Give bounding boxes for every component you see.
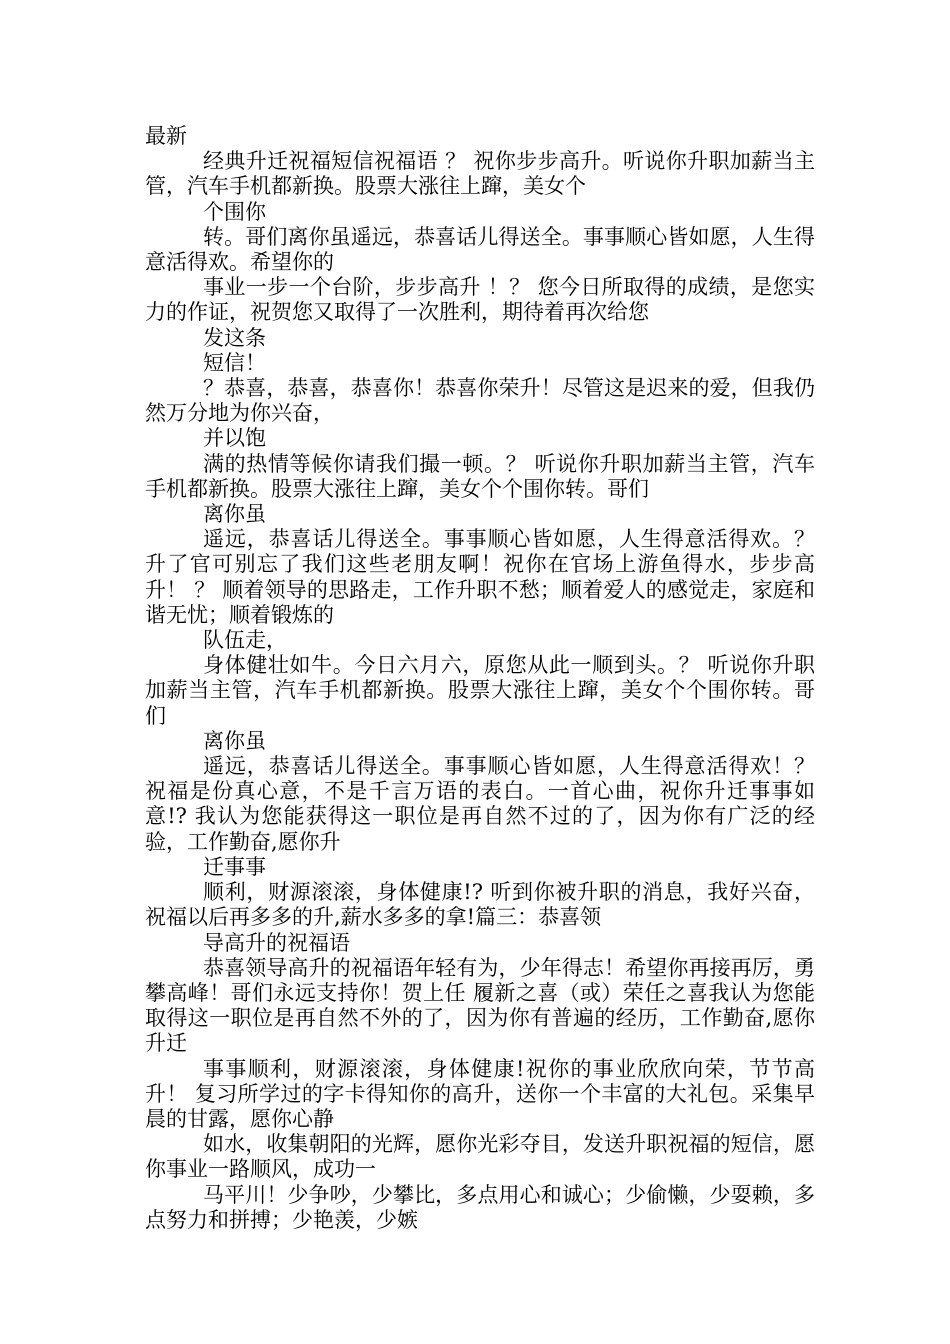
paragraph: 事事顺利，财源滚滚，身体健康!祝你的事业欣欣向荣，节节高升！ 复习所学过的字卡得知你的高升，送你一个丰富的大礼包。采集早晨的甘露，愿你心静 [145, 1056, 815, 1131]
paragraph: 短信！ [203, 350, 266, 375]
paragraph: 离你虽 [203, 728, 266, 753]
paragraph: 如水，收集朝阳的光辉，愿你光彩夺目，发送升职祝福的短信，愿你事业一路顺风，成功一 [145, 1132, 815, 1182]
paragraph: 遥远，恭喜话儿得送全。事事顺心皆如愿，人生得意活得欢。？ 升了官可别忘了我们这些老朋友啊！祝你在官场上游鱼得水，步步高升！ ？ 顺着领导的思路走，工作升职不愁；顺着爱人的感觉走，家庭和谐无忧；顺着锻炼的 [145, 527, 815, 627]
paragraph: 恭喜领导高升的祝福语年轻有为，少年得志！希望你再接再厉，勇攀高峰！哥们永远支持你！贺上任 履新之喜（或）荣任之喜我认为您能取得这一职位是再自然不外的了，因为你有普遍的经历，工作勤奋,愿你升迁 [145, 955, 815, 1056]
paragraph: 遥远，恭喜话儿得送全。事事顺心皆如愿，人生得意活得欢！？ 祝福是份真心意，不是千言万语的表白。一首心曲，祝你升迁事事如意!? 我认为您能获得这一职位是再自然不过的了，因为你有广泛的经验，工作勤奋,愿你升 [145, 754, 815, 854]
document-body [145, 124, 815, 1233]
paragraph: 事业一步一个台阶，步步高升 ！？ 您今日所取得的成绩，是您实力的作证，祝贺您又取得了一次胜利，期待着再次给您 [145, 275, 815, 325]
paragraph: ？恭喜，恭喜，恭喜你！恭喜你荣升！尽管这是迟来的爱，但我仍然万分地为你兴奋， [145, 376, 815, 426]
paragraph: 导高升的祝福语 [203, 930, 350, 955]
paragraph: 转。哥们离你虽遥远，恭喜话儿得送全。事事顺心皆如愿，人生得意活得欢。希望你的 [145, 224, 815, 275]
paragraph: 发这条 [203, 325, 266, 350]
paragraph: 马平川！少争吵，少攀比，多点用心和诚心；少偷懒，少耍赖，多点努力和拼搏；少艳羡，少嫉 [145, 1182, 815, 1232]
paragraph: 经典升迁祝福短信祝福语 ？ 祝你步步高升。听说你升职加薪当主管，汽车手机都新换。股票大涨往上蹿，美女个 [145, 149, 815, 199]
paragraph: 队伍走， [203, 628, 287, 653]
paragraph: 满的热情等候你请我们撮一顿。？ 听说你升职加薪当主管，汽车手机都新换。股票大涨往上蹿，美女个个围你转。哥们 [145, 451, 815, 501]
document-heading: 最新 [145, 124, 187, 148]
paragraph: 并以饱 [203, 426, 266, 451]
paragraph: 身体健壮如牛。今日六月六，原您从此一顺到头。？ 听说你升职加薪当主管，汽车手机都新换。股票大涨往上蹿，美女个个围你转。哥们 [145, 653, 815, 728]
paragraph: 顺利，财源滚滚，身体健康!? 听到你被升职的消息，我好兴奋，祝福以后再多多的升,薪水多多的拿!篇三：恭喜领 [145, 880, 815, 930]
paragraph: 迁事事 [203, 854, 266, 879]
paragraph: 离你虽 [203, 502, 266, 527]
paragraph: 个围你 [203, 199, 266, 224]
